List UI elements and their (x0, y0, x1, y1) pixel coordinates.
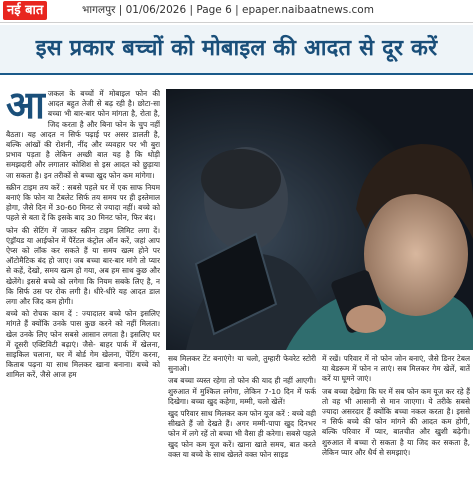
paragraph: में रखें। परिवार में नो फोन जोन बनाएं, जैसे डिनर टेबल या बेडरूम में फोन न लाएं। सब मिलकर गेम खेलें, बातें करें या घूमने जाएं। (322, 354, 470, 384)
paragraph: खुद परिवार साथ मिलकर कम फोन यूज करें : बच्चे वही सीखते हैं जो देखते हैं। अगर मम्मी-पापा खुद दिनभर फोन में लगे रहें तो बच्चा भी वैसा ही करेगा। सबसे पहले खुद फोन कम यूज करें। खाना खाते समय, बात करते वक्त या बच्चे के साथ खेलते वक्त फोन साइड (168, 409, 316, 459)
paragraph: जब बच्चा व्यस्त रहेगा तो फोन की याद ही नहीं आएगी। शुरुआत में मुश्किल लगेगा, लेकिन 7-10 दिन में फर्क दिखेगा। बच्चा खुद कहेगा, मम्मी, चलो खेलें! (168, 376, 316, 406)
paragraph: बच्चे को रोचक काम दें : ज्यादातर बच्चे फोन इसलिए मांगते हैं क्योंकि उनके पास कुछ करने को नहीं मिलता। खेल उनके लिए फोन सबसे आसान लगता है। इसलिए घर में दूसरी एक्टिविटी बढ़ाएं। जैसे- बाहर पार्क में खेलना, साइकिल चलाना, घर में बोर्ड गेम खेलना, पेंटिंग करना, किताब पढ़ना या साथ मिलकर खाना बनाना। बच्चे को शामिल करें, जैसे आज हम (6, 309, 160, 380)
masthead (0, 0, 473, 23)
article-middle-column (168, 354, 316, 498)
headline-banner (0, 25, 473, 75)
article-left-column (6, 89, 160, 497)
newspaper-logo: नई बात (3, 1, 47, 20)
article-headline: इस प्रकार बच्चों को मोबाइल की आदत से दूर करें (35, 36, 438, 61)
paragraph: स्क्रीन टाइम तय करें : सबसे पहले घर में एक साफ नियम बनाएं कि फोन या टैबलेट सिर्फ तय समय पर ही इस्तेमाल होगा, जैसे दिन में 30-60 मिनट से ज्यादा नहीं। बच्चे को पहले से बता दें कि इसके बाद 30 मिनट फोन, फिर बंद। (6, 182, 160, 223)
dropcap: आ (6, 89, 45, 127)
intro-paragraph: आजकल के बच्चों में मोबाइल फोन की आदत बहुत तेजी से बढ़ रही है। छोटा-सा बच्चा भी बार-बार फोन मांगता है, रोता है, जिद करता है और बिना फोन के चुप नहीं बैठता। यह आदत न सिर्फ पढ़ाई पर असर डालती है, बल्कि आंखों की रोशनी, नींद और व्यवहार पर भी बुरा प्रभाव पड़ता है लेकिन अच्छी बात यह है कि थोड़ी समझदारी और लगातार कोशिश से इस आदत को छुड़ाया जा सकता है। इन तरीकों से बच्चा खुद फोन कम मांगेगा। (6, 89, 160, 180)
paragraph: फोन की सेटिंग में जाकर स्क्रीन टाइम लिमिट लगा दें। एंड्रॉयड या आईफोन में पैरेंटल कंट्रोल ऑन करें, जहां आप ऐप्स को लॉक कर सकते हैं या समय खत्म होने पर ऑटोमैटिक बंद हो जाए। जब बच्चा बार-बार मांगे तो प्यार से कहें, देखो, समय खत्म हो गया, अब हम साथ कुछ और खेलेंगे। इससे बच्चे को लगेगा कि नियम सबके लिए है, न कि सिर्फ उस पर रोक लगी है। धीरे-धीरे यह आदत डाल लगा और जिद कम होगी। (6, 225, 160, 307)
article-photo (166, 89, 473, 350)
paragraph: सब मिलकर टेंट बनाएंगे! या चलो, तुम्हारी फेवरेट स्टोरी सुनाओ। (168, 354, 316, 374)
edition-meta: भागलपुर | 01/06/2026 | Page 6 | epaper.naibaatnews.com (82, 4, 374, 16)
paragraph: जब बच्चा देखेगा कि घर में सब फोन कम यूज कर रहे हैं तो वह भी आसानी से मान जाएगा। ये तरीके सबसे ज्यादा असरदार हैं क्योंकि बच्चा नकल करता है। इससे न सिर्फ बच्चे की फोन मांगने की आदत कम होगी, बल्कि परिवार में प्यार, बातचीत और खुशी बढ़ेगी। शुरुआत में बच्चा रो सकता है या जिद कर सकता है, लेकिन प्यार और धैर्य से समझाएं। (322, 386, 470, 457)
article-right-column (322, 354, 470, 498)
